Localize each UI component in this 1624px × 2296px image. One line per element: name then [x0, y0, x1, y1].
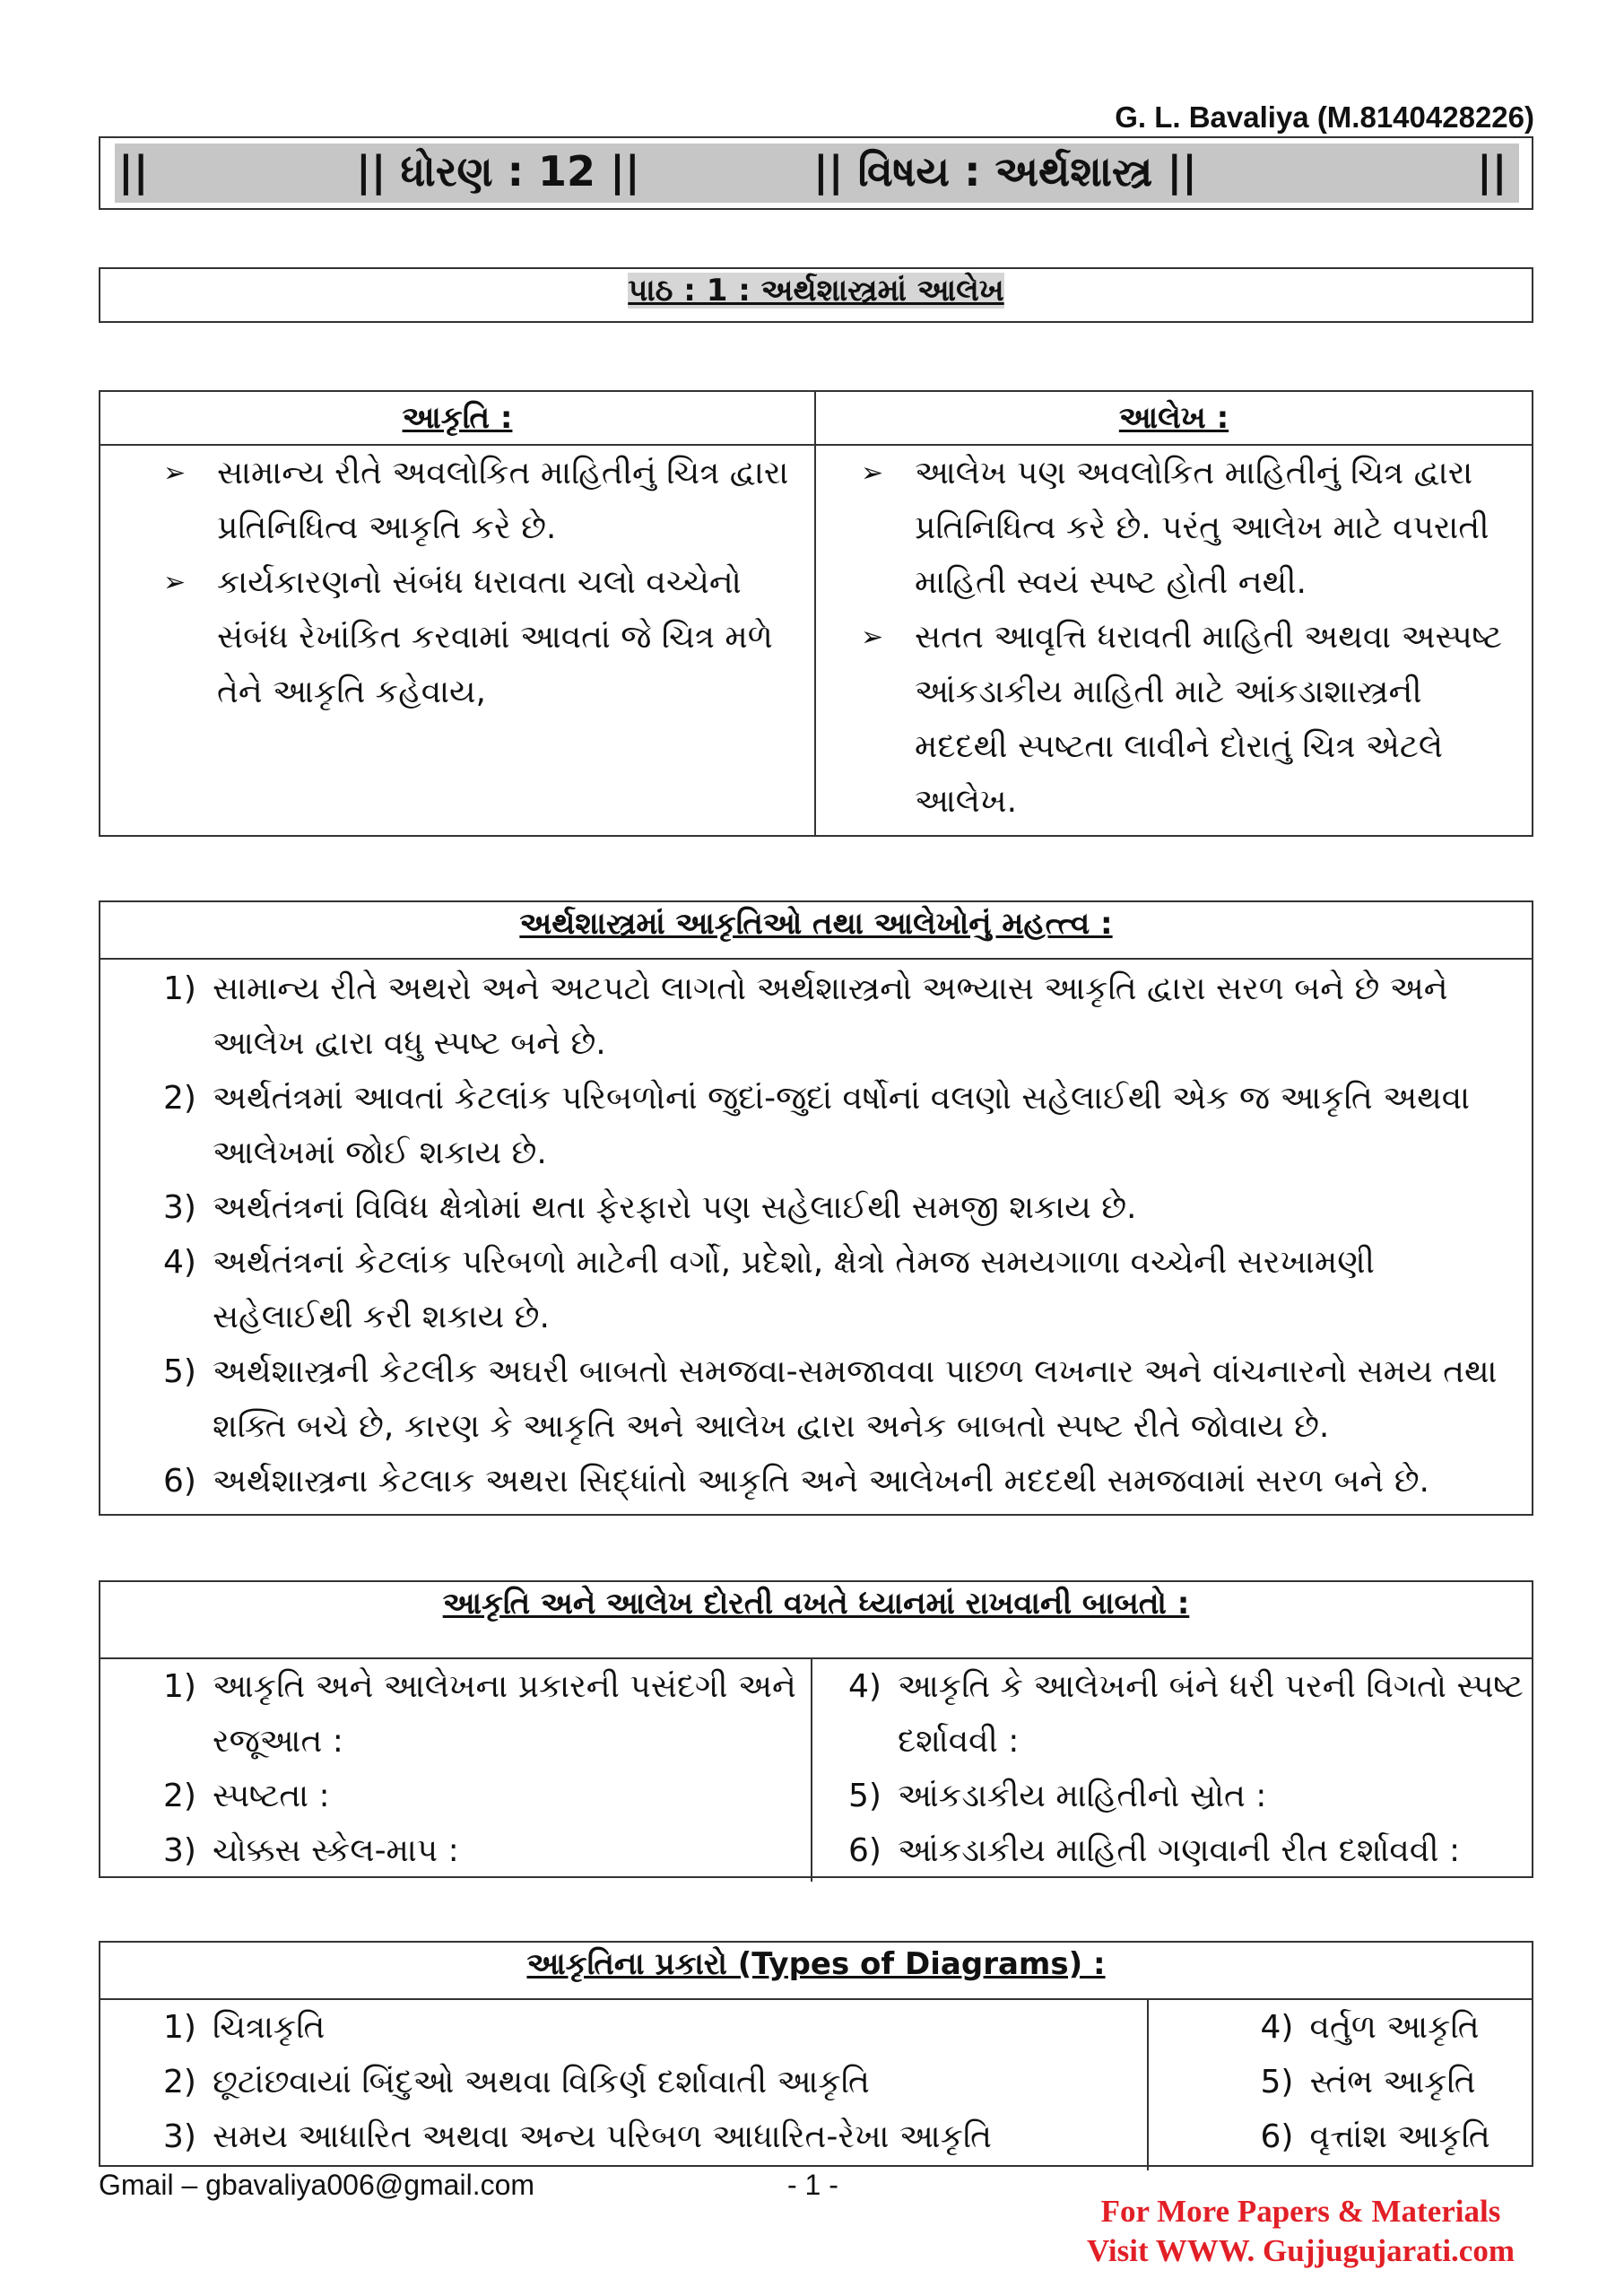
list-item: 1) ચિત્રાકૃતિ: [163, 2009, 326, 2046]
author-credit: G. L. Bavaliya (M.8140428226): [1115, 100, 1534, 134]
compare-right-column: [814, 446, 1532, 837]
arrow-bullet-icon: ➢: [861, 457, 884, 489]
compare-left-heading: આકૃતિ :: [402, 400, 513, 436]
types-table: [99, 1941, 1533, 2167]
types-left-column: [100, 2000, 1147, 2170]
list-item: 2) અર્થતંત્રમાં આવતાં કેટલાંક પરિબળોનાં જુદાં-જુદાં વર્ષોનાં વલણો સહેલાઈથી એક જ આકૃતિ અથવા આલેખમાં જોઈ શકાય છે.: [163, 1080, 1471, 1171]
types-heading: આકૃતિના પ્રકારો (Types of Diagrams) :: [526, 1946, 1106, 1982]
points-heading: આકૃતિ અને આલેખ દોરતી વખતે ધ્યાનમાં રાખવાની બાબતો :: [442, 1586, 1190, 1622]
list-item: 2) સ્પષ્ટતા :: [163, 1778, 330, 1814]
header-banner: [99, 136, 1533, 210]
list-item: 4) આકૃતિ કે આલેખની બંને ધરી પરની વિગતો સ્પષ્ટ દર્શાવવી :: [848, 1668, 1524, 1760]
list-item: 1) સામાન્ય રીતે અથરો અને અટપટો લાગતો અર્થશાસ્ત્રનો અભ્યાસ આકૃતિ દ્વારા સરળ બને છે અને આલેખ દ્વારા વધુ સ્પષ્ટ બને છે.: [163, 970, 1448, 1062]
arrow-bullet-icon: ➢: [163, 567, 187, 598]
list-item: 3) સમય આધારિત અથવા અન્ય પરિબળ આધારિત-રેખા આકૃતિ: [163, 2118, 993, 2155]
points-left-column: [100, 1659, 811, 1882]
list-item: 5) અર્થશાસ્ત્રની કેટલીક અઘરી બાબતો સમજવા-સમજાવવા પાછળ લખનાર અને વાંચનારનો સમય તથા શક્તિ બચે છે, કારણ કે આકૃતિ અને આલેખ દ્વારા અનેક બાબતો સ્પષ્ટ રીતે જોવાય છે.: [163, 1353, 1498, 1445]
footer-email: Gmail – gbavaliya006@gmail.com: [99, 2169, 535, 2201]
list-item: 6) અર્થશાસ્ત્રના કેટલાક અથરા સિદ્ધાંતો આકૃતિ અને આલેખની મદદથી સમજવામાં સરળ બને છે.: [163, 1463, 1429, 1500]
list-item: ➢ કાર્યકારણનો સંબંધ ધરાવતા ચલો વચ્ચેનો સંબંધ રેખાંકિત કરવામાં આવતાં જે ચિત્ર મળે તેને આકૃતિ કહેવાય,: [100, 555, 814, 719]
header-bar-right: ||: [1477, 147, 1507, 196]
arrow-bullet-icon: ➢: [861, 622, 884, 653]
list-item: 1) આકૃતિ અને આલેખના પ્રકારની પસંદગી અને રજૂઆત :: [163, 1668, 796, 1760]
compare-right-heading: આલેખ :: [1118, 400, 1229, 436]
chapter-title-box: [99, 267, 1533, 323]
importance-table: [99, 900, 1533, 1516]
list-item: 4) અર્થતંત્રનાં કેટલાંક પરિબળો માટેની વર્ગો, પ્રદેશો, ક્ષેત્રો તેમજ સમયગાળા વચ્ચેની સરખામણી સહેલાઈથી કરી શકાય છે.: [163, 1244, 1375, 1335]
list-item: ➢ સામાન્ય રીતે અવલોકિત માહિતીનું ચિત્ર દ્વારા પ્રતિનિધિત્વ આકૃતિ કરે છે.: [100, 446, 814, 555]
promo-text: [1087, 2192, 1515, 2271]
points-table: [99, 1580, 1533, 1878]
list-item: 3) ચોક્કસ સ્કેલ-માપ :: [163, 1832, 459, 1869]
types-right-column: [1147, 2000, 1532, 2170]
header-bar-left: ||: [118, 147, 149, 196]
list-item: 3) અર્થતંત્રનાં વિવિધ ક્ષેત્રોમાં થતા ફેરફારો પણ સહેલાઈથી સમજી શકાય છે.: [163, 1189, 1137, 1226]
importance-list: [100, 958, 1532, 1512]
list-item: ➢ આલેખ પણ અવલોકિત માહિતીનું ચિત્ર દ્વારા પ્રતિનિધિત્વ કરે છે. પરંતુ આલેખ માટે વપરાતી માહિતી સ્વયં સ્પષ્ટ હોતી નથી.: [816, 446, 1532, 610]
page-number: - 1 -: [787, 2169, 838, 2201]
list-item: 2) છૂટાંછવાયાં બિંદુઓ અથવા વિકિર્ણ દર્શાવાતી આકૃતિ: [163, 2064, 870, 2100]
importance-heading: અર્થશાસ્ત્રમાં આકૃતિઓ તથા આલેખોનું મહત્ત્વ :: [519, 906, 1113, 942]
header-subject: || વિષય : અર્થશાસ્ત્ર ||: [813, 147, 1197, 196]
list-item: 6) આંકડાકીય માહિતી ગણવાની રીત દર્શાવવી :: [848, 1832, 1461, 1869]
list-item: 5) આંકડાકીય માહિતીનો સ્રોત :: [848, 1778, 1267, 1814]
arrow-bullet-icon: ➢: [163, 457, 187, 489]
promo-line-2: Visit WWW. Gujjugujarati.com: [1086, 2233, 1515, 2268]
promo-line-1: For More Papers & Materials: [1100, 2194, 1501, 2229]
compare-table: [99, 390, 1533, 837]
list-item: 4) વર્તુળ આકૃતિ: [1260, 2009, 1480, 2046]
list-item: ➢ સતત આવૃત્તિ ધરાવતી માહિતી અથવા અસ્પષ્ટ આંકડાકીય માહિતી માટે આંકડાશાસ્ત્રની મદદથી સ્પષ્ટતા લાવીને દોરાતું ચિત્ર એટલે આલેખ.: [816, 610, 1532, 829]
chapter-title: પાઠ : 1 : અર્થશાસ્ત્રમાં આલેખ: [628, 273, 1004, 309]
compare-left-column: [100, 446, 814, 837]
list-item: 5) સ્તંભ આકૃતિ: [1260, 2064, 1476, 2100]
points-right-column: [811, 1659, 1532, 1882]
list-item: 6) વૃત્તાંશ આકૃતિ: [1260, 2118, 1490, 2155]
header-standard: || ધોરણ : 12 ||: [356, 147, 640, 196]
